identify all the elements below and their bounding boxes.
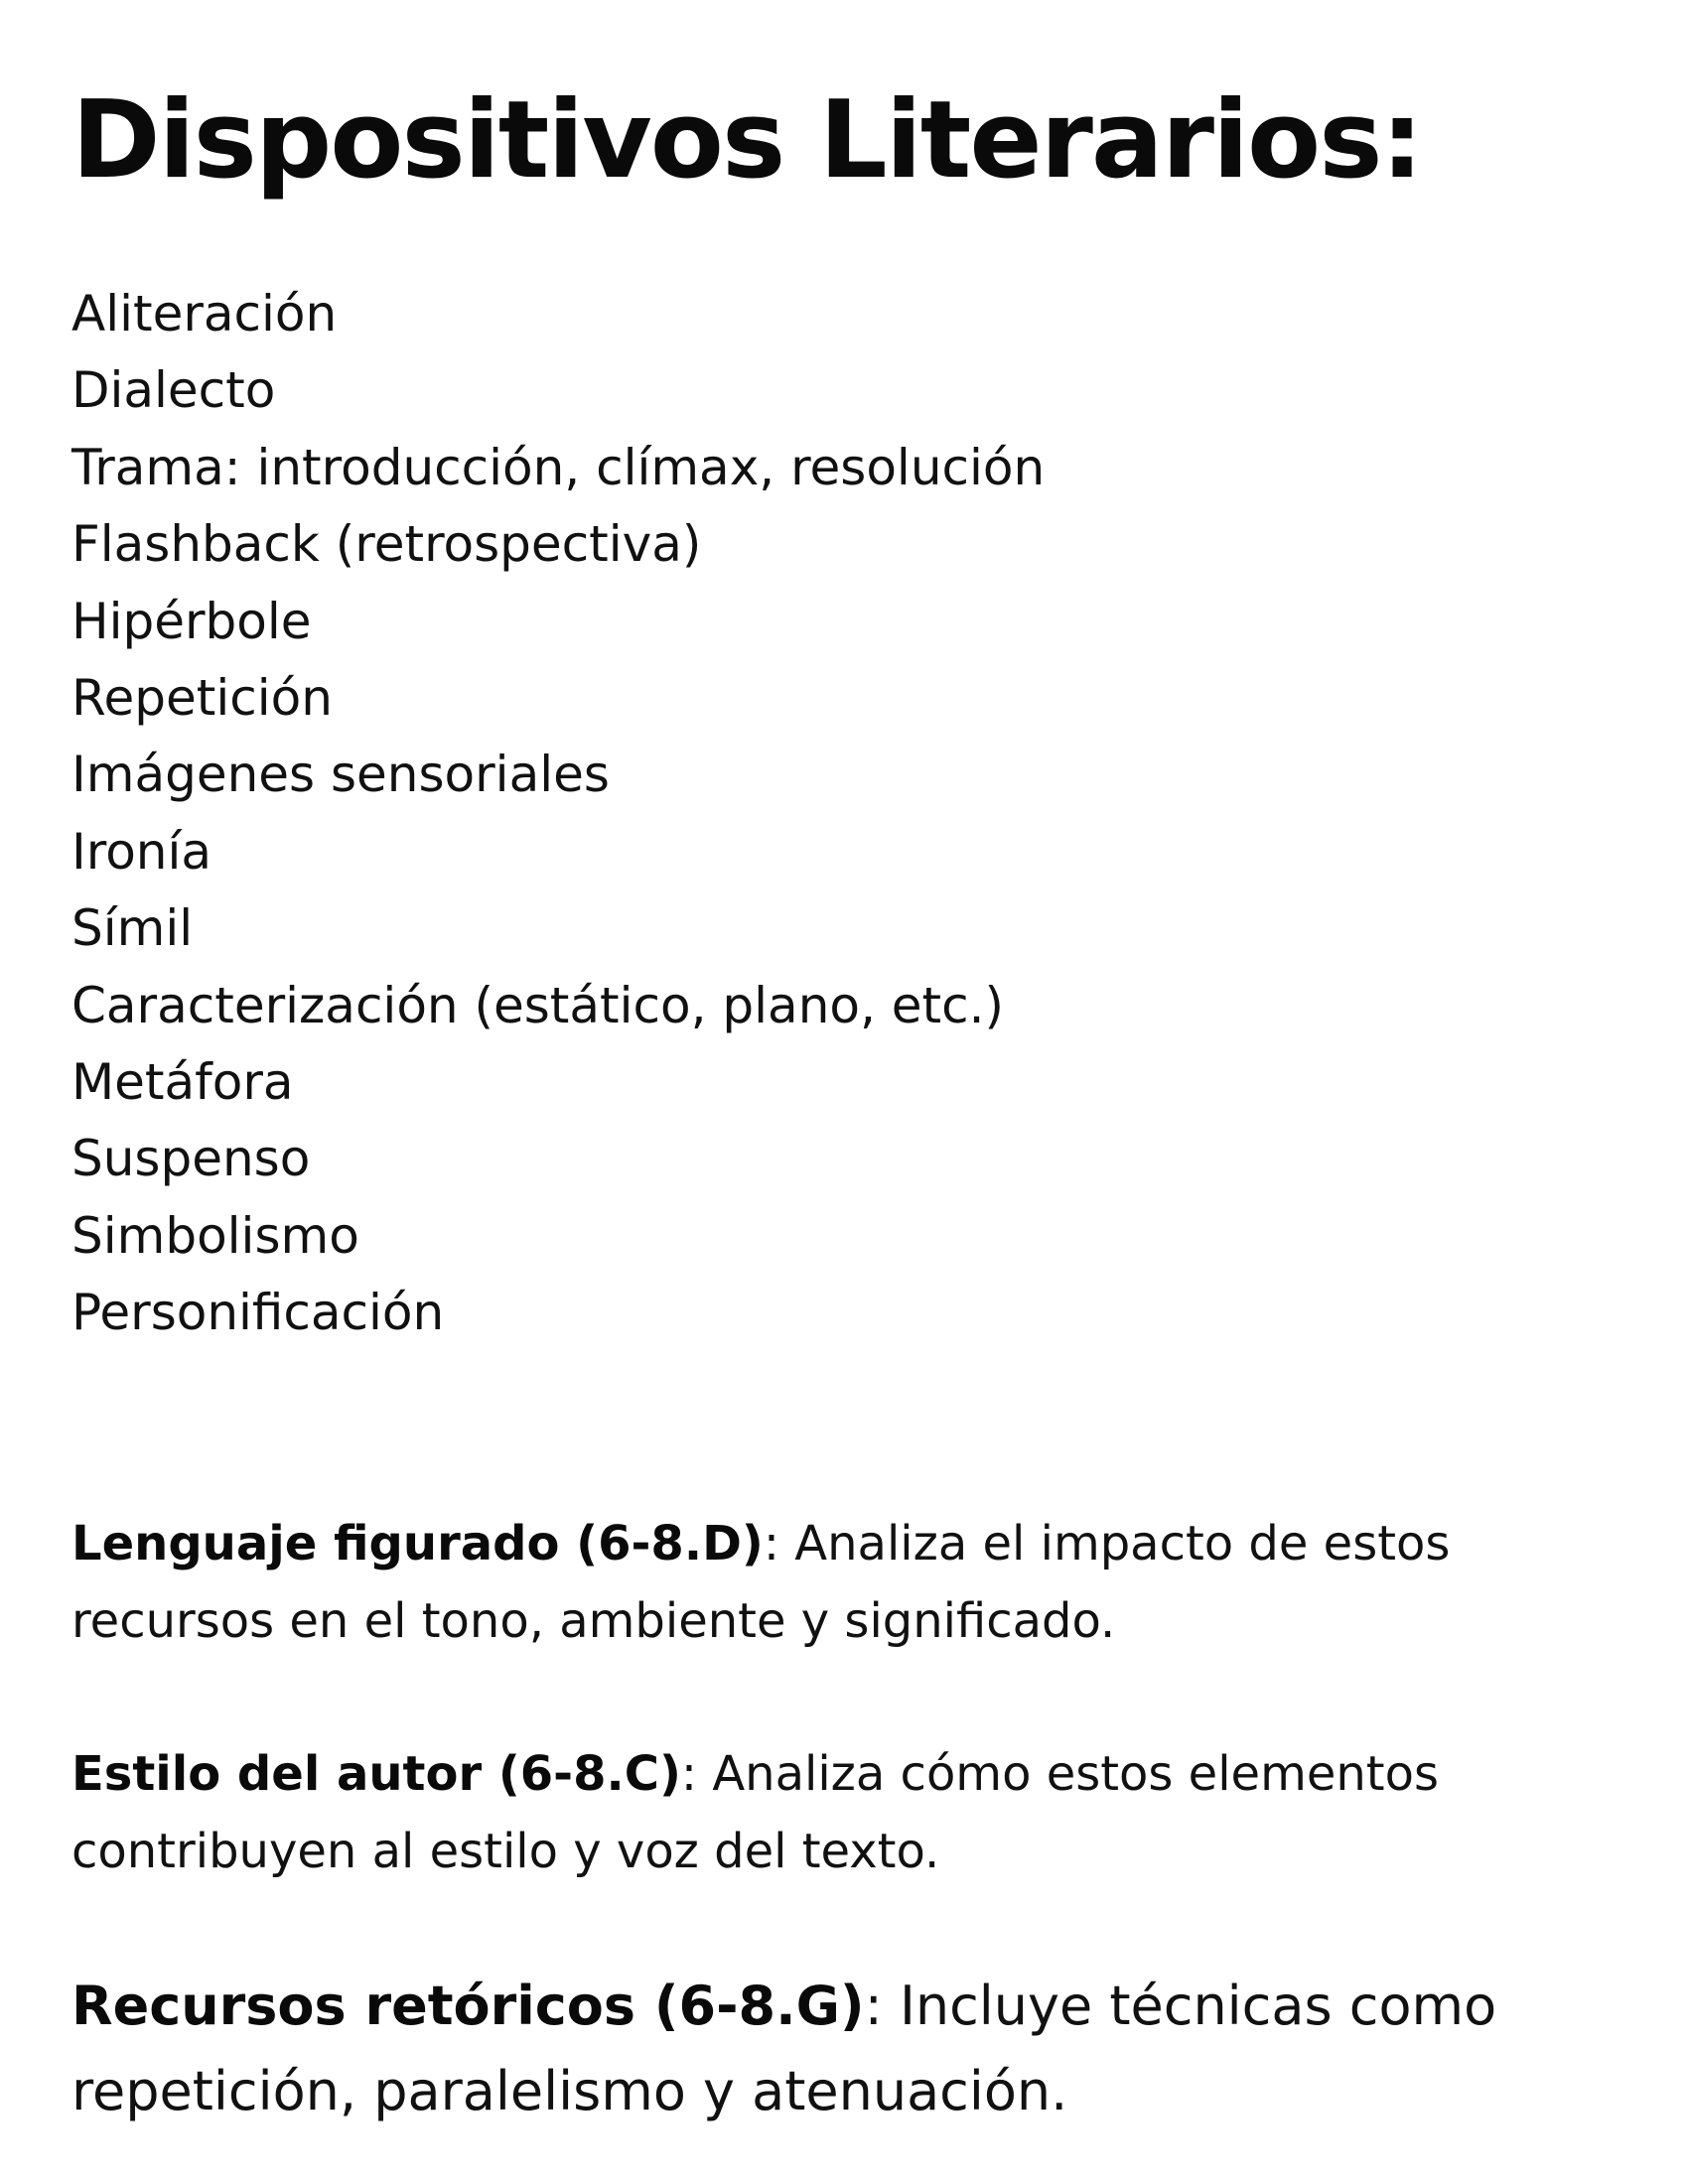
standard-label: Estilo del autor (6-8.C) bbox=[71, 1746, 681, 1802]
standard-text: : Analiza cómo estos elementos contribuyen al estilo y voz del texto. bbox=[71, 1746, 1439, 1879]
standard-figurative-language bbox=[71, 1505, 1620, 1660]
standard-author-style bbox=[71, 1735, 1620, 1890]
list-item: Trama: introducción, clímax, resolución bbox=[71, 438, 1046, 496]
list-item: Flashback (retrospectiva) bbox=[71, 515, 702, 574]
literary-devices-list bbox=[71, 276, 1045, 1351]
list-item: Suspenso bbox=[71, 1130, 311, 1188]
list-item: Repetición bbox=[71, 668, 333, 727]
standard-text: : Incluye técnicas como repetición, paralelismo y atenuación. bbox=[71, 1975, 1497, 2122]
standard-label: Lenguaje figurado (6-8.D) bbox=[71, 1516, 764, 1571]
list-item: Personificación bbox=[71, 1284, 445, 1342]
list-item: Símil bbox=[71, 899, 194, 958]
list-item: Metáfora bbox=[71, 1052, 294, 1111]
document-page bbox=[71, 0, 1620, 2184]
list-item: Dialecto bbox=[71, 361, 276, 420]
standard-label: Recursos retóricos (6-8.G) bbox=[71, 1975, 865, 2037]
list-item: Aliteración bbox=[71, 285, 338, 342]
list-item: Caracterización (estático, plano, etc.) bbox=[71, 976, 1005, 1034]
list-item: Ironía bbox=[71, 822, 212, 881]
list-item: Simbolismo bbox=[71, 1206, 359, 1265]
standard-rhetorical-devices bbox=[71, 1964, 1620, 2134]
list-item: Imágenes sensoriales bbox=[71, 746, 610, 804]
list-item: Hipérbole bbox=[71, 592, 312, 650]
standard-text: : Analiza el impacto de estos recursos en el tono, ambiente y significado. bbox=[71, 1516, 1451, 1649]
page-title: Dispositivos Literarios: bbox=[71, 78, 1422, 203]
